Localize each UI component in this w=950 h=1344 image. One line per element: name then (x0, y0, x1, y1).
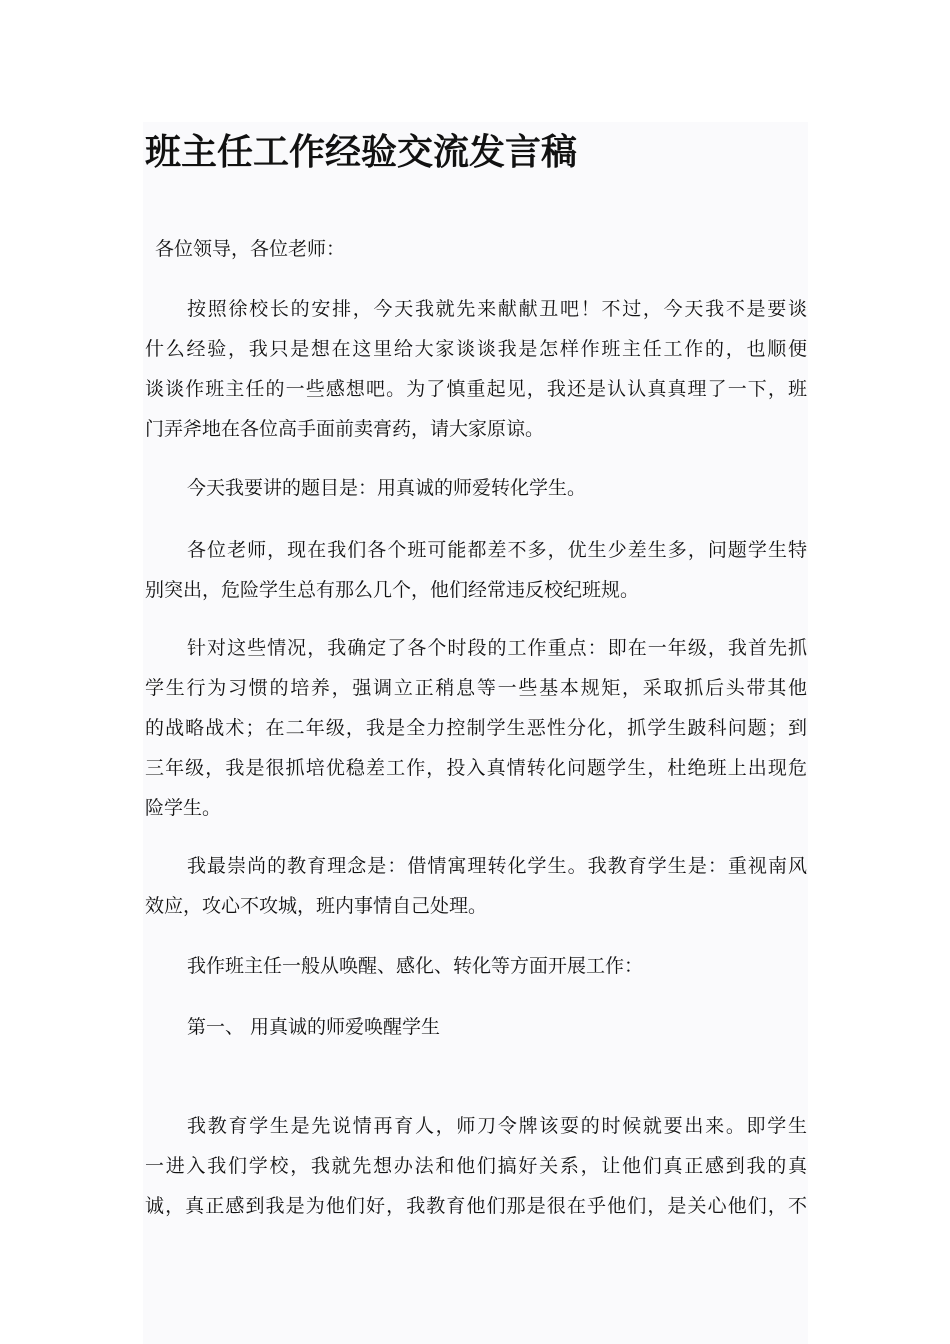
paragraph-3 (145, 530, 807, 610)
paragraph-line: 我最崇尚的教育理念是：借情寓理转化学生。我教育学生是：重视南风 (187, 855, 807, 877)
paragraph-line: 各位老师，现在我们各个班可能都差不多，优生少差生多，问题学生特 (187, 539, 807, 561)
paragraph-2 (145, 468, 807, 508)
paragraph-line: 险学生。 (145, 797, 222, 819)
greeting (145, 229, 807, 269)
paragraph-line: 三年级，我是很抓培优稳差工作，投入真情转化问题学生，杜绝班上出现危 (145, 757, 807, 779)
paragraph-line: 门弄斧地在各位高手面前卖膏药，请大家原谅。 (145, 418, 545, 440)
paragraph-line: 别突出，危险学生总有那么几个，他们经常违反校纪班规。 (145, 579, 640, 601)
paragraph-line: 学生行为习惯的培养，强调立正稍息等一些基本规矩，采取抓后头带其他 (145, 677, 807, 699)
paragraph-line: 诚，真正感到我是为他们好，我教育他们那是很在乎他们，是关心他们，不 (145, 1195, 807, 1217)
paragraph-8 (145, 1106, 807, 1226)
section-heading-line: 第一、 用真诚的师爱唤醒学生 (187, 1016, 441, 1038)
paragraph-line: 什么经验，我只是想在这里给大家谈谈我是怎样作班主任工作的，也顺便 (145, 338, 807, 360)
paragraph-line: 的战略战术；在二年级，我是全力控制学生恶性分化，抓学生跛科问题；到 (145, 717, 807, 739)
section-heading-1 (145, 1007, 807, 1047)
paragraph-line: 一进入我们学校，我就先想办法和他们搞好关系，让他们真正感到我的真 (145, 1155, 807, 1177)
paragraph-line: 我作班主任一般从唤醒、感化、转化等方面开展工作： (187, 955, 644, 977)
paragraph-5 (145, 846, 807, 926)
paragraph-4 (145, 628, 807, 828)
paragraph-6 (145, 946, 807, 986)
paragraph-line: 今天我要讲的题目是：用真诚的师爱转化学生。 (187, 477, 587, 499)
greeting-line: 各位领导，各位老师： (155, 238, 346, 260)
paragraph-line: 针对这些情况，我确定了各个时段的工作重点：即在一年级，我首先抓 (187, 637, 807, 659)
paragraph-line: 按照徐校长的安排，今天我就先来献献丑吧！不过，今天我不是要谈 (187, 298, 807, 320)
document-title: 班主任工作经验交流发言稿 (145, 131, 578, 173)
paragraph-line: 谈谈作班主任的一些感想吧。为了慎重起见，我还是认认真真理了一下，班 (145, 378, 807, 400)
paragraph-line: 效应，攻心不攻城，班内事情自己处理。 (145, 895, 488, 917)
paragraph-line: 我教育学生是先说情再育人，师刀令牌该耍的时候就要出来。即学生 (187, 1115, 807, 1137)
paragraph-1 (145, 289, 807, 449)
